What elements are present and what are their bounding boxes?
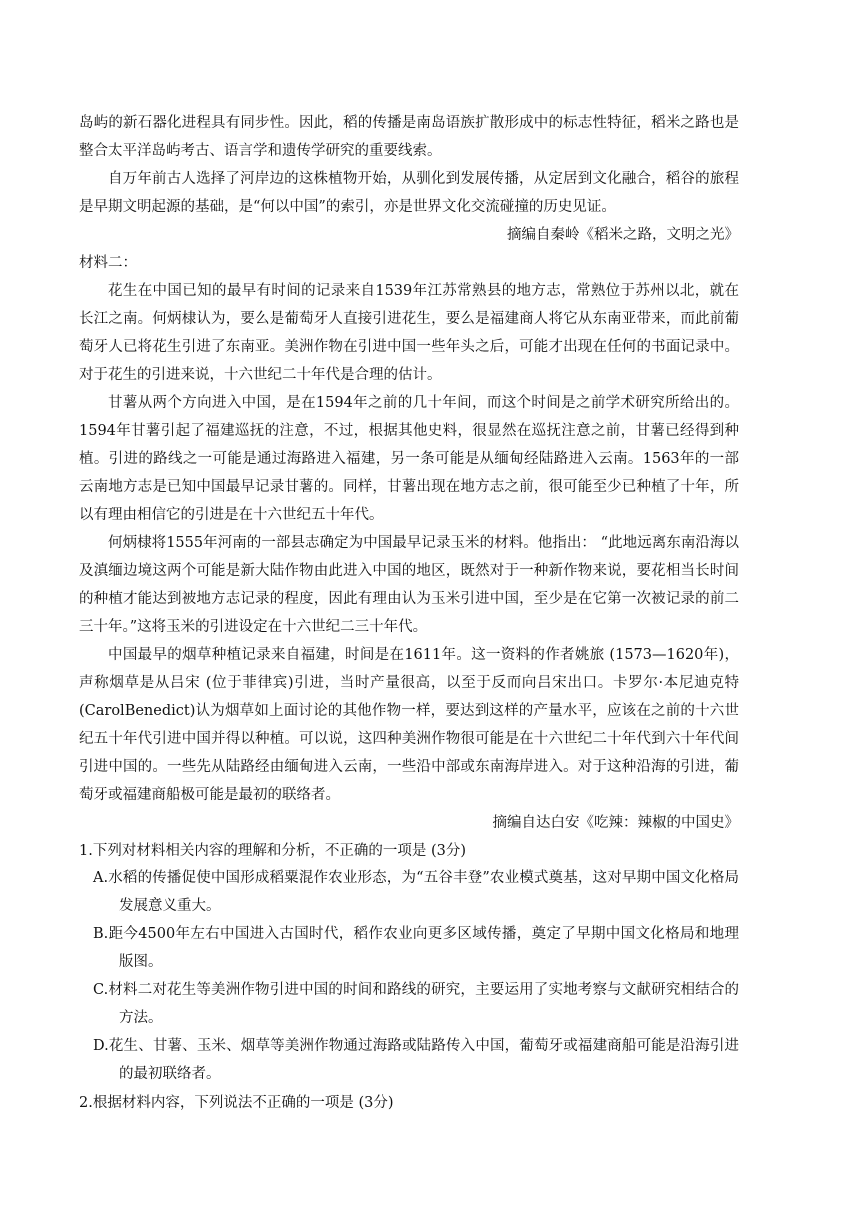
question-1-option-c: C.材料二对花生等美洲作物引进中国的时间和路线的研究，主要运用了实地考察与文献研究相结合的方法。 [93, 982, 739, 1026]
question-2 [79, 1089, 739, 1117]
question-1-option-a: A.水稻的传播促使中国形成稻粟混作农业形态，为“五谷丰登”农业模式奠基，这对早期中国文化格局发展意义重大。 [93, 870, 739, 914]
material1-paragraph-conclusion: 自万年前古人选择了河岸边的这株植物开始，从驯化到发展传播，从定居到文化融合，稻谷的旅程是早期文明起源的基础，是“何以中国”的索引，亦是世界文化交流碰撞的历史见证。 [79, 171, 739, 215]
material1-source: 摘编自秦岭《稻米之路，文明之光》 [507, 227, 739, 243]
material2-paragraph-corn: 何炳棣将1555年河南的一部县志确定为中国最早记录玉米的材料。他指出： “此地远离东南沿海以及滇缅边境这两个可能是新大陆作物由此进入中国的地区，既然对于一种新作物来说，要花相当长时间的种植才能达到被地方志记录的程度，因此有理由认为玉米引进中国，至少是在它第一次被记录的前二三十年。”这将玉米的引进设定在十六世纪二三十年代。 [79, 535, 739, 635]
material2-paragraph-tobacco: 中国最早的烟草种植记录来自福建，时间是在1611年。这一资料的作者姚旅 (1573—1620年)，声称烟草是从吕宋 (位于菲律宾)引进，当时产量很高，以至于反而向吕宋出口。卡罗尔·本尼迪克特 (CarolBenedict)认为烟草如上面讨论的其他作物一样，要达到这样的产量水平，应该在之前的十六世纪五十年代引进中国并得以种植。可以说，这四种美洲作物很可能是在十六世纪二十年代到六十年代间引进中国的。一些先从陆路经由缅甸进入云南，一些沿中部或东南海岸进入。对于这种沿海的引进，葡萄牙或福建商船极可能是最初的联络者。 [79, 647, 739, 803]
material2-source: 摘编自达白安《吃辣：辣椒的中国史》 [492, 815, 739, 831]
material1-paragraph-tail: 岛屿的新石器化进程具有同步性。因此，稻的传播是南岛语族扩散形成中的标志性特征，稻米之路也是整合太平洋岛屿考古、语言学和遗传学研究的重要线索。 [79, 115, 739, 159]
question-2-stem: 2.根据材料内容，下列说法不正确的一项是 (3分) [79, 1095, 394, 1111]
material2-paragraph-sweet-potato: 甘薯从两个方向进入中国，是在1594年之前的几十年间，而这个时间是之前学术研究所给出的。1594年甘薯引起了福建巡抚的注意，不过，根据其他史料，很显然在巡抚注意之前，甘薯已经得到种植。引进的路线之一可能是通过海路进入福建，另一条可能是从缅甸经陆路进入云南。1563年的一部云南地方志是已知中国最早记录甘薯的。同样，甘薯出现在地方志之前，很可能至少已种植了十年，所以有理由相信它的引进是在十六世纪五十年代。 [79, 395, 739, 523]
question-1 [79, 837, 739, 1088]
material2-paragraph-peanut: 花生在中国已知的最早有时间的记录来自1539年江苏常熟县的地方志，常熟位于苏州以北，就在长江之南。何炳棣认为，要么是葡萄牙人直接引进花生，要么是福建商人将它从东南亚带来，而此前葡萄牙人已将花生引进了东南亚。美洲作物在引进中国一些年头之后，可能才出现在任何的书面记录中。对于花生的引进来说，十六世纪二十年代是合理的估计。 [79, 283, 739, 383]
question-1-option-d: D.花生、甘薯、玉米、烟草等美洲作物通过海路或陆路传入中国，葡萄牙或福建商船可能是沿海引进的最初联络者。 [93, 1038, 739, 1082]
material2-heading: 材料二： [79, 255, 137, 271]
question-1-option-b: B.距今4500年左右中国进入古国时代，稻作农业向更多区域传播，奠定了早期中国文化格局和地理版图。 [93, 926, 739, 970]
question-1-stem: 1.下列对材料相关内容的理解和分析，不正确的一项是 (3分) [79, 843, 466, 859]
document-page [79, 109, 739, 1117]
